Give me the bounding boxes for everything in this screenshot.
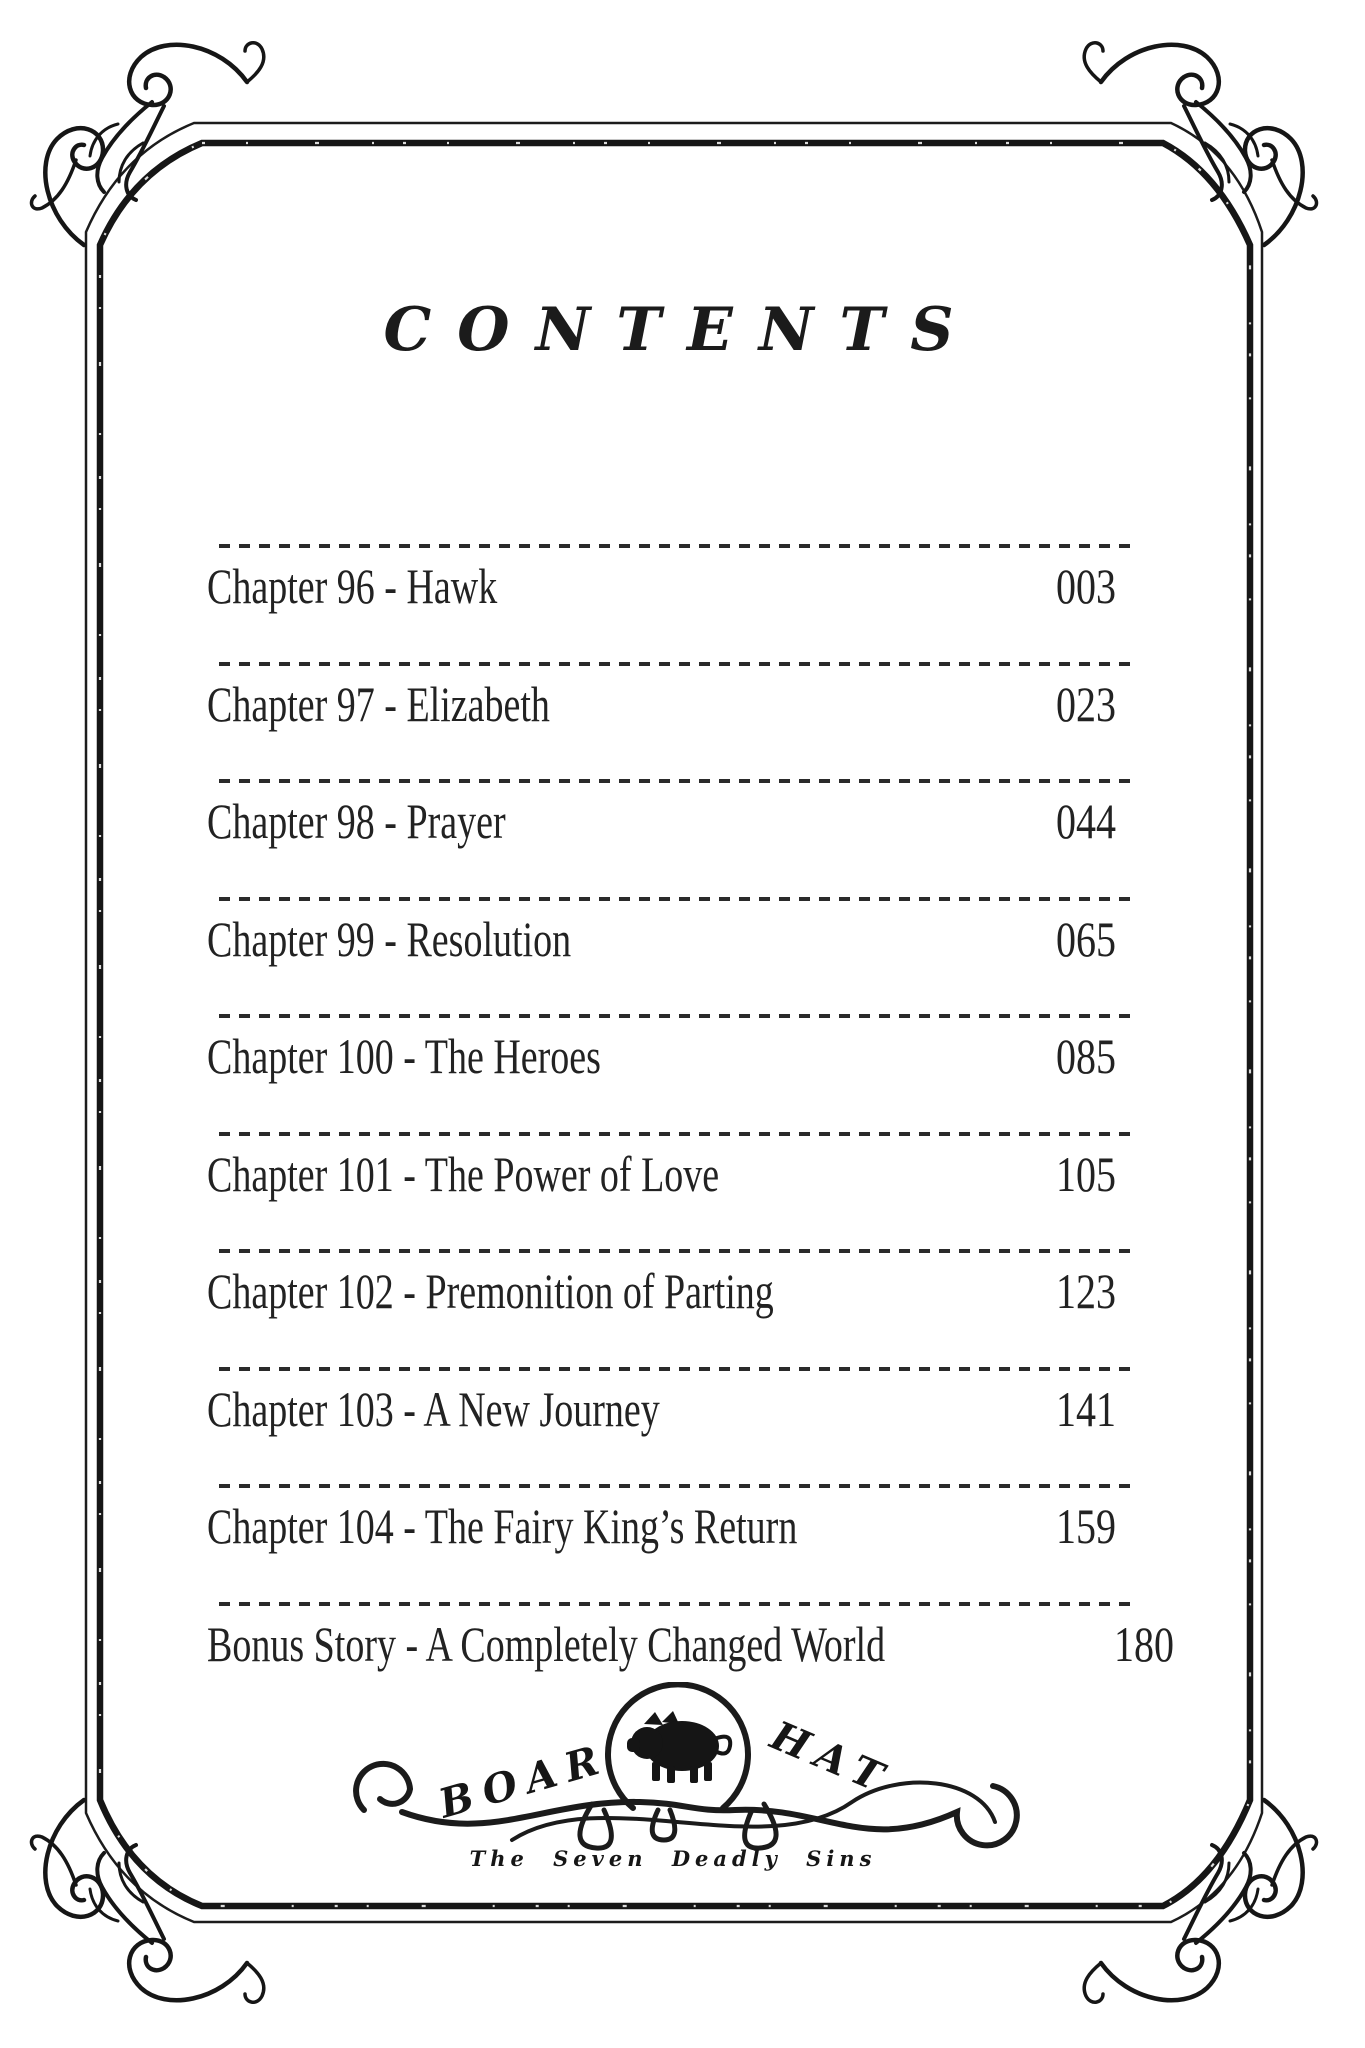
dashed-divider <box>219 1249 1130 1253</box>
toc-entry <box>207 1014 1130 1132</box>
logo-word-boar: BOAR <box>433 1734 614 1828</box>
corner-flourish-top-left <box>31 43 263 245</box>
chapter-page-number: 085 <box>1056 1028 1116 1084</box>
chapter-title: Chapter 100 - The Heroes <box>207 1028 601 1084</box>
toc-entry <box>207 1367 1130 1485</box>
dashed-divider <box>219 1132 1130 1136</box>
dashed-divider <box>219 897 1130 901</box>
chapter-page-number: 105 <box>1056 1145 1116 1202</box>
chapter-page-number: 065 <box>1056 910 1116 967</box>
dashed-divider <box>219 1484 1130 1488</box>
toc-entry <box>207 1132 1130 1250</box>
chapter-title: Chapter 102 - Premonition of Parting <box>207 1263 774 1319</box>
chapter-page-number: 141 <box>1056 1380 1116 1437</box>
toc-list <box>207 544 1175 1719</box>
toc-entry <box>207 1484 1130 1602</box>
chapter-title: Chapter 104 - The Fairy King’s Return <box>207 1498 798 1554</box>
dashed-divider <box>219 1367 1130 1371</box>
chapter-title: Chapter 101 - The Power of Love <box>207 1145 720 1202</box>
chapter-title: Bonus Story - A Completely Changed World <box>207 1615 886 1672</box>
logo-word-hat: HAT <box>764 1711 899 1805</box>
dashed-divider <box>219 662 1130 666</box>
dashed-divider <box>219 1014 1130 1018</box>
dashed-divider <box>219 1602 1130 1606</box>
page-title: CONTENTS <box>383 295 980 365</box>
toc-entry <box>207 662 1130 780</box>
logo-tagline: The Seven Deadly Sins <box>469 1846 877 1871</box>
chapter-page-number: 044 <box>1056 793 1116 849</box>
chapter-page-number: 023 <box>1056 675 1116 732</box>
chapter-title: Chapter 99 - Resolution <box>207 910 572 967</box>
corner-flourish-bottom-right <box>1084 1800 1316 2002</box>
dashed-divider <box>219 779 1130 783</box>
chapter-page-number: 180 <box>1114 1615 1175 1672</box>
dashed-divider <box>219 544 1130 548</box>
toc-entry <box>207 779 1130 897</box>
chapter-page-number: 159 <box>1056 1498 1116 1554</box>
toc-entry <box>207 544 1130 662</box>
corner-flourish-top-right <box>1084 43 1316 245</box>
chapter-page-number: 003 <box>1056 558 1116 614</box>
boar-hat-logo <box>340 1682 1100 1882</box>
chapter-title: Chapter 96 - Hawk <box>207 558 498 614</box>
chapter-page-number: 123 <box>1056 1263 1116 1319</box>
chapter-title: Chapter 98 - Prayer <box>207 793 506 849</box>
toc-entry <box>207 1249 1130 1367</box>
chapter-title: Chapter 97 - Elizabeth <box>207 675 550 732</box>
chapter-title: Chapter 103 - A New Journey <box>207 1380 660 1437</box>
corner-flourish-bottom-left <box>31 1800 263 2002</box>
pig-icon <box>627 1711 730 1783</box>
toc-entry <box>207 897 1130 1015</box>
